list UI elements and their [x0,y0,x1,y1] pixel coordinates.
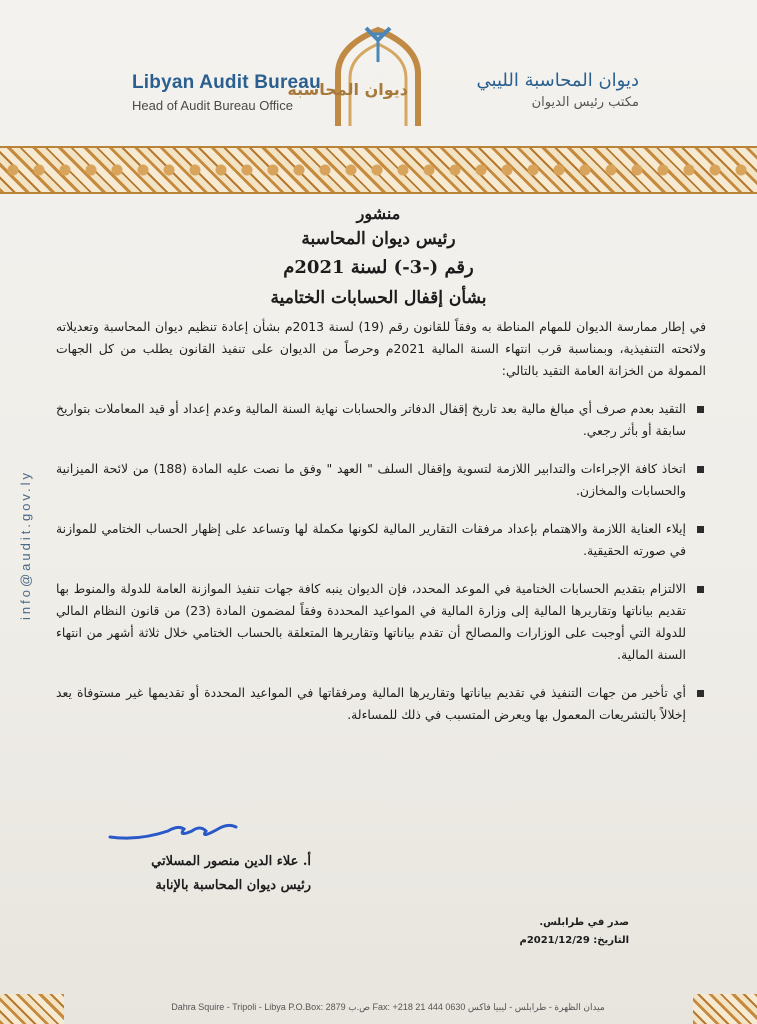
intro-text: في إطار ممارسة الديوان للمهام المناطة به وفقاً للقانون رقم (19) لسنة 2013م بشأن إعادة تنظيم ديوان المحاسبة وتعديلاته ولائحته التنفيذية، وبمناسبة قرب انتهاء السنة المالية 2021م وحرصاً من الديوان على تنفيذ القانون يطلب من كل الجهات الممولة من الخزانة العامة التقيد بالتالي: [56,319,706,378]
circular-subject: بشأن إقفال الحسابات الختامية [270,288,487,308]
issue-place: صدر في طرابلس. [539,917,629,928]
bureau-logo-emblem [287,22,426,130]
bullet-square-icon [697,526,704,533]
footer-address: Dahra Squire - Tripoli - Libya P.O.Box: 2879 ص.ب Fax: +218 21 444 0630 ميدان الظهرة - طرابلس - ليبيا فاكس [171,1002,605,1012]
list-item-text: أي تأخير من جهات التنفيذ في تقديم بياناتها وتقاريرها المالية ومرفقاتها في المواعيد المحددة أو تقديمها غير مستوفاة يعد إخلالاً بالتشريعات المعمول بها ويعرض المتسبب في ذلك للمساءلة. [56,685,686,722]
issue-date: التاريخ: 2021/12/29م [519,935,629,946]
footer [0,994,757,1024]
bullet-square-icon [697,690,704,697]
bureau-logo [287,22,426,130]
list-item [56,578,706,666]
signer-title: رئيس ديوان المحاسبة بالإنابة [155,878,311,893]
issue-info [519,914,629,950]
bullet-square-icon [697,466,704,473]
logo-calligraphy: ديوان المحاسبة [287,80,408,99]
footer-ornament-right [693,994,757,1024]
signer-block [151,850,311,898]
list-item [56,398,706,442]
list-item-text: التقيد بعدم صرف أي مبالغ مالية بعد تاريخ إقفال الدفاتر والحسابات نهاية السنة المالية وعدم إعداد أو قيد المعاملات بتواريخ سابقة أو بأثر رجعي. [56,401,686,438]
footer-ornament-left [0,994,64,1024]
list-item [56,518,706,562]
issuer-title: رئيس ديوان المحاسبة [301,229,456,249]
intro-paragraph [56,316,706,382]
title-block [0,204,757,308]
list-item-text: اتخاذ كافة الإجراءات والتدابير اللازمة لتسوية وإقفال السلف " العهد " وفق ما نصت عليه المادة (188) من لائحة الميزانية والحسابات والمخازن. [56,461,686,498]
ornamental-band [0,146,757,194]
list-item [56,682,706,726]
office-name-en: Head of Audit Bureau Office [132,98,293,113]
bullet-square-icon [697,586,704,593]
bullet-square-icon [697,406,704,413]
header-arabic [439,70,639,110]
side-email: info@audit.gov.ly [18,470,33,620]
list-item-text: إيلاء العناية اللازمة والاهتمام بإعداد مرفقات التقارير المالية لكونها مكملة لها وتساعد على إظهار الحساب الختامي للموازنة في صورته الحقيقية. [56,521,686,558]
list-item [56,458,706,502]
directive-list [56,398,706,726]
document-body [56,316,706,742]
list-item-text: الالتزام بتقديم الحسابات الختامية في الموعد المحدد، فإن الديوان ينبه كافة جهات تنفيذ الموازنة العامة للدولة والمنوط بها تقديم بياناتها وتقاريرها المالية إلى وزارة المالية في المواعيد المحددة وفقاً لمضمون المادة (23) من قانون النظام المالي للدولة التي أوجبت على الوزارات والمصالح أن تقدم بياناتها وتقاريرها المتعلقة بالحساب الختامي خلال ثلاثة أشهر من انتهاء السنة المالية. [56,581,686,662]
handwritten-signature [108,815,238,845]
org-name-ar: ديوان المحاسبة الليبي [476,70,639,91]
signer-name: أ. علاء الدين منصور المسلاتي [151,854,311,869]
org-name-en: Libyan Audit Bureau [132,72,321,93]
circular-number: رقم (-3-) لسنة 2021م [283,257,474,278]
circular-label: منشور [356,204,401,223]
office-name-ar: مكتب رئيس الديوان [531,95,639,110]
